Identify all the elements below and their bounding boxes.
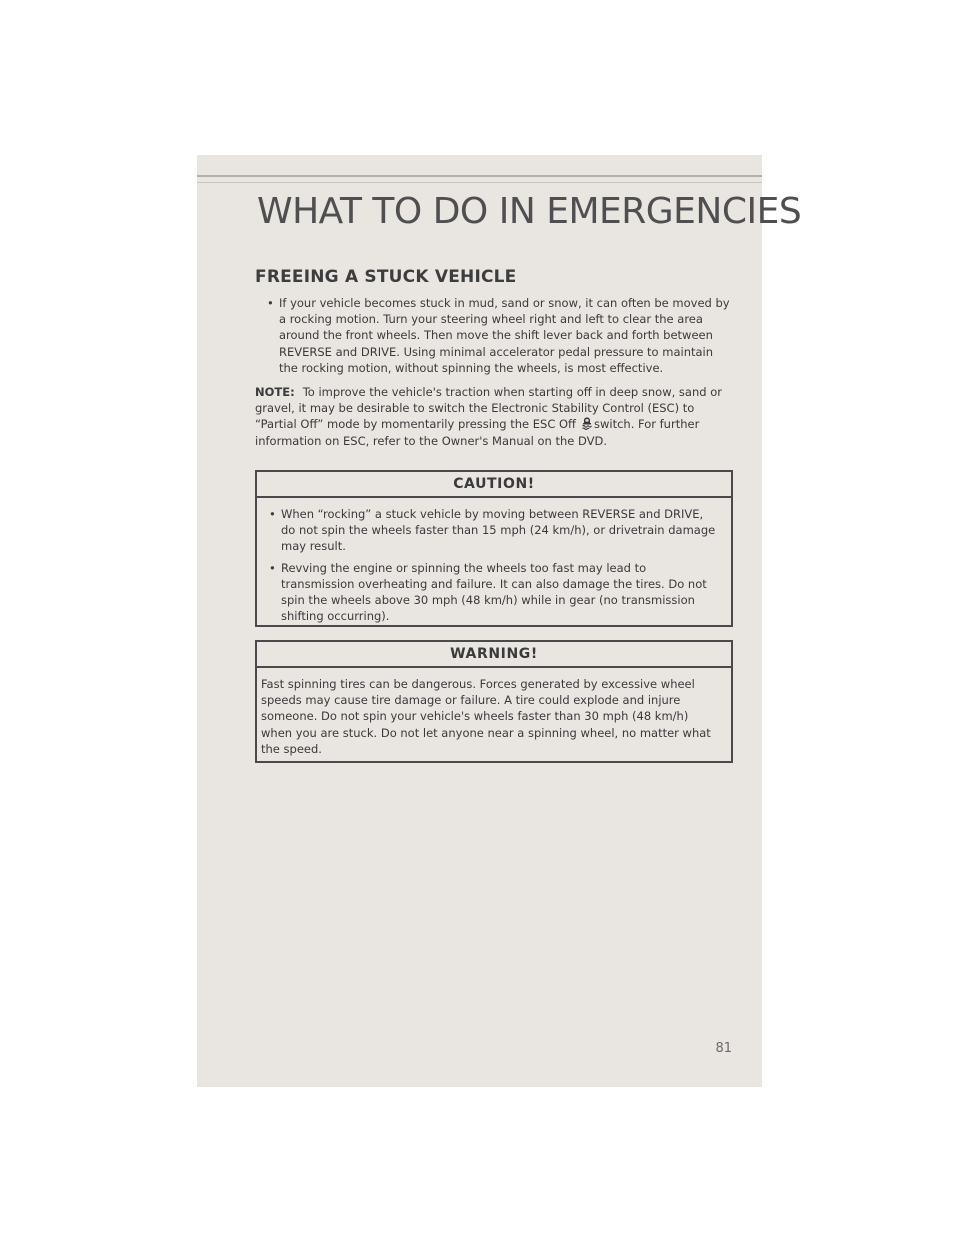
- bullet-icon: •: [267, 296, 274, 310]
- caution-bullet-text: When “rocking” a stuck vehicle by moving between REVERSE and DRIVE, do not spin the wheels faster than 15 mph (24 km/h), or drivetrain damage may result.: [281, 507, 716, 554]
- caution-box: [255, 470, 733, 627]
- note-text-end: switch. For further information on ESC, refer to the Owner's Manual on the DVD.: [255, 417, 700, 448]
- warning-box: [255, 640, 733, 763]
- section-content: [255, 295, 735, 449]
- section-heading: FREEING A STUCK VEHICLE: [255, 267, 517, 287]
- list-item: [255, 295, 735, 376]
- list-item: [257, 560, 719, 625]
- caution-bullet-text: Revving the engine or spinning the wheels too fast may lead to transmission overheating and failure. It can also damage the tires. Do not spin the wheels above 30 mph (48 km/h) while in gear (no transmission shifting occurring).: [281, 560, 707, 624]
- esc-off-icon: [581, 417, 593, 430]
- note-label: NOTE:: [255, 385, 295, 400]
- page-number: 81: [715, 1041, 732, 1056]
- note-text: To improve the vehicle's traction when starting off in deep snow, sand or gravel, it may be desirable to switch the Electronic Stability Control (ESC) to “Partial Off” mode by momentarily pressing the ESC Off: [255, 385, 722, 432]
- list-item: [257, 506, 719, 555]
- warning-body: Fast spinning tires can be dangerous. Forces generated by excessive wheel speeds may cause tire damage or failure. A tire could explode and injure someone. Do not spin your vehicle's wheels faster than 30 mph (48 km/h) when you are stuck. Do not let anyone near a spinning wheel, no matter what the speed.: [261, 677, 711, 756]
- warning-title: WARNING!: [257, 642, 731, 668]
- bullet-icon: •: [269, 560, 276, 575]
- bullet-icon: •: [269, 507, 276, 521]
- caution-title: CAUTION!: [257, 472, 731, 498]
- header-rule: [197, 175, 762, 177]
- chapter-title: WHAT TO DO IN EMERGENCIES: [257, 191, 802, 232]
- manual-page: [197, 155, 802, 1087]
- bullet-text: If your vehicle becomes stuck in mud, sand or snow, it can often be moved by a rocking motion. Turn your steering wheel right and left to clear the area around the front wheels. Then move the shift lever back and forth between REVERSE and DRIVE. Using minimal accelerator pedal pressure to maintain the rocking motion, without spinning the wheels, is most effective.: [279, 296, 730, 375]
- header-rule-secondary: [197, 182, 762, 183]
- caution-body: [257, 498, 731, 624]
- note-paragraph: [255, 384, 735, 449]
